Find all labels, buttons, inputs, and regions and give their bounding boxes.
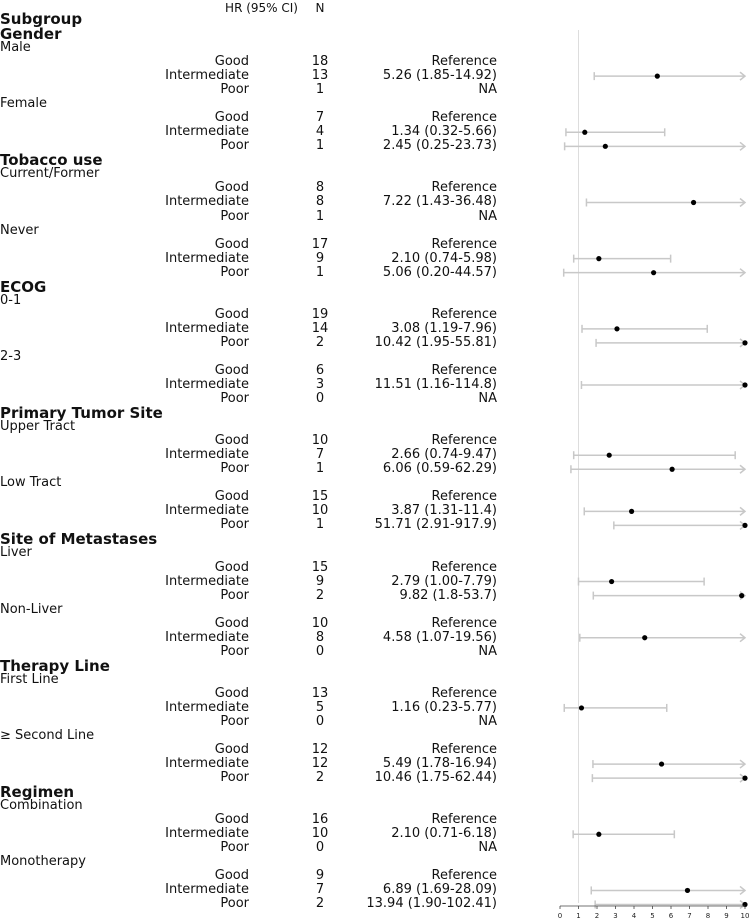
n-value: 3 bbox=[315, 377, 325, 392]
category-label: Poor bbox=[220, 461, 249, 477]
n-value: 2 bbox=[315, 334, 325, 350]
hr-ci-value: Reference bbox=[431, 812, 497, 828]
subgroup-label-text: Current/Former bbox=[0, 166, 100, 182]
hr-ci-value: 5.49 (1.78-16.94) bbox=[382, 756, 497, 772]
category-label: Good bbox=[214, 362, 249, 378]
hr-point bbox=[670, 467, 675, 472]
category-label: Intermediate bbox=[165, 447, 249, 463]
hr-ci-value: Reference bbox=[431, 685, 497, 701]
n-value: 1 bbox=[315, 208, 325, 224]
hr-point bbox=[691, 200, 696, 205]
section-heading-text: Tobacco use bbox=[0, 151, 103, 170]
hr-point bbox=[742, 382, 747, 387]
hr-ci-value: 2.10 (0.74-5.98) bbox=[391, 250, 497, 266]
hr-ci-value: 2.10 (0.71-6.18) bbox=[391, 826, 497, 842]
hr-point bbox=[579, 705, 584, 710]
category-label: Intermediate bbox=[165, 124, 249, 140]
category-label: Good bbox=[214, 559, 249, 575]
x-tick-label: 4 bbox=[631, 912, 637, 920]
hr-ci-value: Reference bbox=[431, 742, 497, 758]
category-label: Good bbox=[214, 812, 249, 828]
hr-point bbox=[614, 326, 619, 331]
n-value: 8 bbox=[315, 629, 325, 645]
hr-point bbox=[651, 270, 656, 275]
hr-ci-value: 1.16 (0.23-5.77) bbox=[391, 699, 497, 715]
category-label: Poor bbox=[220, 264, 249, 280]
subgroup-label-text: Male bbox=[0, 40, 31, 56]
hr-point bbox=[655, 74, 660, 79]
subgroup-label-text: Female bbox=[0, 96, 48, 112]
subgroup-label-text: First Line bbox=[0, 671, 59, 687]
n-value: 10 bbox=[311, 433, 329, 449]
subgroup-label-text: Liver bbox=[0, 545, 32, 561]
subgroup-label-text: 0-1 bbox=[0, 292, 22, 308]
n-value: 15 bbox=[311, 489, 329, 505]
x-tick-label: 0 bbox=[557, 912, 563, 920]
category-label: Good bbox=[214, 54, 249, 70]
hr-point bbox=[742, 776, 747, 781]
n-value: 9 bbox=[315, 250, 325, 266]
n-value: 0 bbox=[315, 713, 325, 729]
hr-ci-value: 3.87 (1.31-11.4) bbox=[391, 503, 497, 519]
hr-point bbox=[629, 509, 634, 514]
n-value: 5 bbox=[315, 699, 325, 715]
hr-point bbox=[642, 635, 647, 640]
category-label: Good bbox=[214, 110, 249, 126]
subgroup-label-text: ≥ Second Line bbox=[0, 728, 95, 743]
hr-ci-value: NA bbox=[478, 391, 497, 407]
category-label: Poor bbox=[220, 334, 249, 350]
subgroup-label-text: Never bbox=[0, 222, 39, 238]
hr-ci-value: 2.79 (1.00-7.79) bbox=[391, 573, 497, 589]
n-value: 15 bbox=[311, 559, 329, 575]
category-label: Good bbox=[214, 742, 249, 758]
n-value: 9 bbox=[315, 573, 325, 589]
x-tick-label: 10 bbox=[740, 912, 750, 920]
category-label: Intermediate bbox=[165, 68, 249, 84]
category-label: Good bbox=[214, 306, 249, 322]
hr-ci-value: 4.58 (1.07-19.56) bbox=[382, 629, 497, 645]
hr-ci-value: 10.42 (1.95-55.81) bbox=[374, 334, 497, 350]
section-heading-text: ECOG bbox=[0, 277, 47, 296]
category-label: Poor bbox=[220, 517, 249, 533]
n-value: 13 bbox=[311, 68, 329, 84]
category-label: Poor bbox=[220, 82, 249, 98]
category-label: Intermediate bbox=[165, 503, 249, 519]
x-tick-label: 6 bbox=[668, 912, 674, 920]
n-value: 1 bbox=[315, 517, 325, 533]
hr-ci-value: 3.08 (1.19-7.96) bbox=[391, 320, 497, 336]
x-tick-label: 1 bbox=[576, 912, 581, 920]
n-value: 14 bbox=[311, 320, 329, 336]
category-label: Intermediate bbox=[165, 250, 249, 266]
x-tick-label: 9 bbox=[724, 912, 729, 920]
hr-ci-value: Reference bbox=[431, 362, 497, 378]
category-label: Poor bbox=[220, 208, 249, 224]
hr-point bbox=[596, 832, 601, 837]
hr-ci-value: NA bbox=[478, 208, 497, 224]
n-value: 12 bbox=[311, 756, 329, 772]
hr-ci-value: 9.82 (1.8-53.7) bbox=[399, 587, 497, 603]
hr-ci-value: Reference bbox=[431, 489, 497, 505]
category-label: Poor bbox=[220, 587, 249, 603]
subgroup-label-text: Upper Tract bbox=[0, 419, 76, 435]
hr-ci-value: 6.89 (1.69-28.09) bbox=[382, 882, 497, 898]
category-label: Good bbox=[214, 685, 249, 701]
category-label: Intermediate bbox=[165, 826, 249, 842]
hr-ci-value: Reference bbox=[431, 180, 497, 196]
hr-point bbox=[582, 130, 587, 135]
n-value: 7 bbox=[315, 882, 325, 898]
n-value: 0 bbox=[315, 391, 325, 407]
hr-ci-value: 5.06 (0.20-44.57) bbox=[382, 264, 497, 280]
hr-ci-value: 7.22 (1.43-36.48) bbox=[382, 194, 497, 210]
category-label: Good bbox=[214, 236, 249, 252]
section-heading-text: Therapy Line bbox=[0, 656, 110, 675]
subgroup-label-text: Non-Liver bbox=[0, 601, 63, 617]
category-label: Intermediate bbox=[165, 320, 249, 336]
hr-ci-value: Reference bbox=[431, 868, 497, 884]
subgroup-header-label: Subgroup bbox=[0, 10, 83, 28]
category-label: Intermediate bbox=[165, 699, 249, 715]
category-label: Intermediate bbox=[165, 756, 249, 772]
hr-point bbox=[742, 523, 747, 528]
category-label: Good bbox=[214, 180, 249, 196]
subgroup-label-text: Low Tract bbox=[0, 475, 62, 491]
hr-ci-value: Reference bbox=[431, 559, 497, 575]
hr-point bbox=[607, 453, 612, 458]
n-value: 4 bbox=[315, 124, 325, 140]
hr-ci-value: NA bbox=[478, 82, 497, 98]
x-tick-label: 2 bbox=[594, 912, 600, 920]
x-tick-label: 8 bbox=[705, 912, 711, 920]
n-value: 12 bbox=[311, 742, 329, 758]
n-value: 10 bbox=[311, 503, 329, 519]
category-label: Good bbox=[214, 433, 249, 449]
n-value: 10 bbox=[311, 615, 329, 631]
section-heading-text: Gender bbox=[0, 25, 62, 43]
category-label: Poor bbox=[220, 896, 249, 912]
subgroup-label-text: Combination bbox=[0, 798, 83, 814]
n-value: 18 bbox=[311, 54, 329, 70]
n-value: 13 bbox=[311, 685, 329, 701]
hr-ci-value: Reference bbox=[431, 615, 497, 631]
hr-ci-value: 1.34 (0.32-5.66) bbox=[391, 124, 497, 140]
hr-ci-value: Reference bbox=[431, 110, 497, 126]
hr-point bbox=[685, 888, 690, 893]
category-label: Intermediate bbox=[165, 573, 249, 589]
hr-point bbox=[609, 579, 614, 584]
category-label: Good bbox=[214, 489, 249, 505]
category-label: Poor bbox=[220, 770, 249, 786]
hr-ci-value: NA bbox=[478, 840, 497, 856]
hr-ci-value: Reference bbox=[431, 433, 497, 449]
hr-ci-value: Reference bbox=[431, 306, 497, 322]
hr-ci-value: 5.26 (1.85-14.92) bbox=[382, 68, 497, 84]
category-label: Intermediate bbox=[165, 377, 249, 392]
n-value: 0 bbox=[315, 643, 325, 659]
hr-ci-value: 11.51 (1.16-114.8) bbox=[374, 377, 497, 392]
n-value: 1 bbox=[315, 138, 325, 154]
n-value: 2 bbox=[315, 770, 325, 786]
category-label: Poor bbox=[220, 391, 249, 407]
n-value: 2 bbox=[315, 587, 325, 603]
n-value: 9 bbox=[315, 868, 325, 884]
hr-ci-value: 6.06 (0.59-62.29) bbox=[382, 461, 497, 477]
hr-ci-value: 13.94 (1.90-102.41) bbox=[366, 896, 497, 912]
n-value: 1 bbox=[315, 461, 325, 477]
hr-point bbox=[596, 256, 601, 261]
n-value: 8 bbox=[315, 180, 325, 196]
section-heading-text: Site of Metastases bbox=[0, 530, 158, 549]
section-heading-text: Primary Tumor Site bbox=[0, 404, 163, 423]
category-label: Intermediate bbox=[165, 882, 249, 898]
hr-ci-value: Reference bbox=[431, 236, 497, 252]
n-value: 10 bbox=[311, 826, 329, 842]
n-value: 7 bbox=[315, 110, 325, 126]
n-value: 0 bbox=[315, 840, 325, 856]
subgroup-label-text: Monotherapy bbox=[0, 854, 86, 870]
n-value: 6 bbox=[315, 362, 325, 378]
x-tick-label: 5 bbox=[650, 912, 655, 920]
category-label: Good bbox=[214, 615, 249, 631]
category-label: Poor bbox=[220, 713, 249, 729]
hr-point bbox=[603, 144, 608, 149]
x-tick-label: 3 bbox=[613, 912, 618, 920]
category-label: Intermediate bbox=[165, 629, 249, 645]
n-value: 8 bbox=[315, 194, 325, 210]
x-tick-label: 7 bbox=[687, 912, 692, 920]
hr-ci-value: 51.71 (2.91-917.9) bbox=[374, 517, 497, 533]
n-value: 19 bbox=[311, 306, 329, 322]
category-label: Good bbox=[214, 868, 249, 884]
section-heading-text: Regimen bbox=[0, 783, 75, 802]
category-label: Poor bbox=[220, 840, 249, 856]
hr-point bbox=[659, 761, 664, 766]
hr-ci-value: 2.45 (0.25-23.73) bbox=[382, 138, 497, 154]
hr-ci-value: Reference bbox=[431, 54, 497, 70]
category-label: Intermediate bbox=[165, 194, 249, 210]
n-value: 16 bbox=[311, 812, 329, 828]
hr-ci-value: 2.66 (0.74-9.47) bbox=[391, 447, 497, 463]
hr-ci-value: 10.46 (1.75-62.44) bbox=[374, 770, 497, 786]
hr-point bbox=[739, 593, 744, 598]
n-column-header: N bbox=[315, 1, 325, 15]
n-value: 2 bbox=[315, 896, 325, 912]
n-value: 17 bbox=[311, 236, 329, 252]
hr-ci-value: NA bbox=[478, 643, 497, 659]
category-label: Poor bbox=[220, 138, 249, 154]
hr-ci-value: NA bbox=[478, 713, 497, 729]
hr-column-header: HR (95% CI) bbox=[225, 1, 298, 15]
n-value: 1 bbox=[315, 82, 325, 98]
n-value: 7 bbox=[315, 447, 325, 463]
hr-point bbox=[742, 340, 747, 345]
n-value: 1 bbox=[315, 264, 325, 280]
subgroup-label-text: 2-3 bbox=[0, 348, 22, 364]
category-label: Poor bbox=[220, 643, 249, 659]
